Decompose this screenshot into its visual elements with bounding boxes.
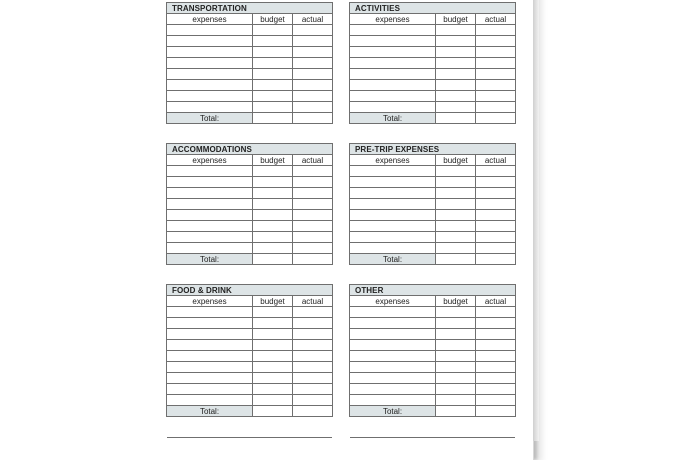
budget-cell[interactable] bbox=[436, 232, 476, 243]
pre-trip-expenses-table bbox=[349, 143, 516, 265]
budget-cell[interactable] bbox=[253, 69, 293, 80]
table-title: ACCOMMODATIONS bbox=[167, 144, 333, 155]
budget-cell[interactable] bbox=[436, 395, 476, 406]
expense-cell[interactable] bbox=[350, 362, 436, 373]
budget-cell[interactable] bbox=[253, 318, 293, 329]
total-label: Total: bbox=[167, 113, 253, 124]
expense-cell[interactable] bbox=[350, 232, 436, 243]
actual-header: actual bbox=[476, 155, 516, 166]
actual-cell[interactable] bbox=[476, 384, 516, 395]
table-row bbox=[350, 351, 516, 362]
actual-cell[interactable] bbox=[476, 362, 516, 373]
budget-cell[interactable] bbox=[436, 36, 476, 47]
table-row bbox=[167, 36, 333, 47]
actual-cell[interactable] bbox=[293, 58, 333, 69]
budget-cell[interactable] bbox=[253, 80, 293, 91]
actual-header: actual bbox=[293, 14, 333, 25]
budget-cell[interactable] bbox=[253, 188, 293, 199]
total-row bbox=[167, 113, 333, 124]
actual-header: actual bbox=[476, 14, 516, 25]
total-label: Total: bbox=[350, 113, 436, 124]
budget-header: budget bbox=[436, 14, 476, 25]
table-row bbox=[350, 329, 516, 340]
actual-cell[interactable] bbox=[476, 199, 516, 210]
budget-cell[interactable] bbox=[253, 351, 293, 362]
table-row bbox=[350, 210, 516, 221]
expense-cell[interactable] bbox=[350, 340, 436, 351]
expense-cell[interactable] bbox=[350, 210, 436, 221]
actual-cell[interactable] bbox=[476, 243, 516, 254]
expense-cell[interactable] bbox=[350, 102, 436, 113]
table-row bbox=[350, 373, 516, 384]
expense-cell[interactable] bbox=[167, 177, 253, 188]
expenses-header: expenses bbox=[350, 14, 436, 25]
actual-cell[interactable] bbox=[293, 351, 333, 362]
total-row bbox=[350, 113, 516, 124]
expense-cell[interactable] bbox=[167, 318, 253, 329]
expense-cell[interactable] bbox=[167, 199, 253, 210]
actual-cell[interactable] bbox=[293, 210, 333, 221]
table-row bbox=[350, 221, 516, 232]
expense-cell[interactable] bbox=[167, 340, 253, 351]
budget-cell[interactable] bbox=[436, 166, 476, 177]
expense-cell[interactable] bbox=[167, 166, 253, 177]
budget-cell[interactable] bbox=[253, 329, 293, 340]
budget-cell[interactable] bbox=[253, 166, 293, 177]
budget-cell[interactable] bbox=[253, 36, 293, 47]
expenses-header: expenses bbox=[167, 296, 253, 307]
table-row bbox=[350, 243, 516, 254]
expense-cell[interactable] bbox=[167, 307, 253, 318]
expense-cell[interactable] bbox=[350, 58, 436, 69]
budget-cell[interactable] bbox=[436, 210, 476, 221]
table-row bbox=[167, 243, 333, 254]
actual-cell[interactable] bbox=[476, 329, 516, 340]
actual-cell[interactable] bbox=[293, 362, 333, 373]
actual-cell[interactable] bbox=[293, 188, 333, 199]
budget-cell[interactable] bbox=[253, 199, 293, 210]
budget-cell[interactable] bbox=[253, 395, 293, 406]
table-row bbox=[350, 47, 516, 58]
table-row bbox=[167, 232, 333, 243]
table-row bbox=[350, 307, 516, 318]
table-row bbox=[350, 362, 516, 373]
expense-cell[interactable] bbox=[167, 36, 253, 47]
table-row bbox=[167, 318, 333, 329]
table-row bbox=[350, 340, 516, 351]
total-row bbox=[350, 254, 516, 265]
table-row bbox=[167, 221, 333, 232]
actual-total-cell[interactable] bbox=[476, 113, 516, 124]
expense-cell[interactable] bbox=[167, 221, 253, 232]
actual-cell[interactable] bbox=[476, 340, 516, 351]
expense-cell[interactable] bbox=[167, 373, 253, 384]
actual-cell[interactable] bbox=[293, 69, 333, 80]
expense-cell[interactable] bbox=[350, 199, 436, 210]
expense-cell[interactable] bbox=[350, 351, 436, 362]
budget-cell[interactable] bbox=[436, 25, 476, 36]
budget-cell[interactable] bbox=[436, 102, 476, 113]
accommodations-table bbox=[166, 143, 333, 265]
budget-cell[interactable] bbox=[436, 177, 476, 188]
expense-cell[interactable] bbox=[167, 362, 253, 373]
budget-header: budget bbox=[253, 296, 293, 307]
table-row bbox=[167, 47, 333, 58]
table-row bbox=[167, 58, 333, 69]
budget-cell[interactable] bbox=[253, 373, 293, 384]
actual-cell[interactable] bbox=[293, 91, 333, 102]
actual-cell[interactable] bbox=[293, 25, 333, 36]
actual-cell[interactable] bbox=[476, 307, 516, 318]
table-title: OTHER bbox=[350, 285, 516, 296]
table-row bbox=[167, 91, 333, 102]
actual-cell[interactable] bbox=[476, 91, 516, 102]
actual-header: actual bbox=[293, 155, 333, 166]
actual-cell[interactable] bbox=[476, 166, 516, 177]
expense-cell[interactable] bbox=[350, 69, 436, 80]
expense-cell[interactable] bbox=[350, 25, 436, 36]
actual-cell[interactable] bbox=[293, 373, 333, 384]
budget-total-cell[interactable] bbox=[436, 406, 476, 417]
budget-cell[interactable] bbox=[253, 221, 293, 232]
actual-cell[interactable] bbox=[476, 232, 516, 243]
expense-cell[interactable] bbox=[350, 80, 436, 91]
table-row bbox=[167, 384, 333, 395]
actual-cell[interactable] bbox=[476, 221, 516, 232]
budget-cell[interactable] bbox=[436, 362, 476, 373]
table-row bbox=[350, 166, 516, 177]
actual-cell[interactable] bbox=[476, 188, 516, 199]
table-row bbox=[167, 329, 333, 340]
table-row bbox=[167, 362, 333, 373]
food-and-drink-table bbox=[166, 284, 333, 417]
expense-cell[interactable] bbox=[350, 329, 436, 340]
actual-header: actual bbox=[293, 296, 333, 307]
actual-total-cell[interactable] bbox=[476, 254, 516, 265]
expense-cell[interactable] bbox=[350, 395, 436, 406]
expenses-header: expenses bbox=[350, 296, 436, 307]
table-row bbox=[350, 25, 516, 36]
actual-cell[interactable] bbox=[476, 373, 516, 384]
actual-cell[interactable] bbox=[293, 232, 333, 243]
table-row bbox=[167, 307, 333, 318]
expense-cell[interactable] bbox=[167, 188, 253, 199]
table-row bbox=[350, 199, 516, 210]
actual-total-cell[interactable] bbox=[293, 113, 333, 124]
page-edge-shadow bbox=[533, 0, 539, 441]
budget-cell[interactable] bbox=[436, 58, 476, 69]
budget-total-cell[interactable] bbox=[253, 254, 293, 265]
expense-cell[interactable] bbox=[167, 329, 253, 340]
budget-cell[interactable] bbox=[253, 362, 293, 373]
expense-cell[interactable] bbox=[167, 80, 253, 91]
actual-cell[interactable] bbox=[293, 395, 333, 406]
table-title: PRE-TRIP EXPENSES bbox=[350, 144, 516, 155]
budget-cell[interactable] bbox=[253, 340, 293, 351]
expense-cell[interactable] bbox=[167, 395, 253, 406]
table-row bbox=[167, 69, 333, 80]
expenses-header: expenses bbox=[167, 14, 253, 25]
expense-cell[interactable] bbox=[167, 47, 253, 58]
actual-cell[interactable] bbox=[476, 318, 516, 329]
table-row bbox=[350, 232, 516, 243]
actual-cell[interactable] bbox=[293, 80, 333, 91]
table-row bbox=[350, 177, 516, 188]
budget-cell[interactable] bbox=[436, 329, 476, 340]
actual-cell[interactable] bbox=[293, 307, 333, 318]
actual-cell[interactable] bbox=[293, 199, 333, 210]
expenses-header: expenses bbox=[350, 155, 436, 166]
total-label: Total: bbox=[167, 254, 253, 265]
table-row bbox=[350, 318, 516, 329]
budget-total-cell[interactable] bbox=[253, 406, 293, 417]
table-row bbox=[350, 188, 516, 199]
total-row bbox=[167, 406, 333, 417]
table-row bbox=[350, 58, 516, 69]
expense-cell[interactable] bbox=[167, 91, 253, 102]
table-row bbox=[350, 395, 516, 406]
budget-cell[interactable] bbox=[253, 58, 293, 69]
other-table bbox=[349, 284, 516, 417]
table-row bbox=[167, 210, 333, 221]
table-row bbox=[167, 373, 333, 384]
table-row bbox=[167, 199, 333, 210]
table-title: ACTIVITIES bbox=[350, 3, 516, 14]
budget-cell[interactable] bbox=[436, 69, 476, 80]
table-row bbox=[167, 80, 333, 91]
expense-cell[interactable] bbox=[167, 69, 253, 80]
budget-total-cell[interactable] bbox=[253, 113, 293, 124]
actual-cell[interactable] bbox=[476, 210, 516, 221]
budget-cell[interactable] bbox=[436, 199, 476, 210]
table-title: TRANSPORTATION bbox=[167, 3, 333, 14]
expenses-header: expenses bbox=[167, 155, 253, 166]
actual-cell[interactable] bbox=[293, 166, 333, 177]
table-row bbox=[350, 91, 516, 102]
budget-cell[interactable] bbox=[253, 384, 293, 395]
expense-cell[interactable] bbox=[167, 58, 253, 69]
expense-cell[interactable] bbox=[350, 307, 436, 318]
budget-cell[interactable] bbox=[436, 318, 476, 329]
actual-cell[interactable] bbox=[476, 69, 516, 80]
total-row bbox=[167, 254, 333, 265]
budget-cell[interactable] bbox=[436, 47, 476, 58]
budget-cell[interactable] bbox=[253, 177, 293, 188]
actual-cell[interactable] bbox=[476, 25, 516, 36]
budget-header: budget bbox=[253, 155, 293, 166]
actual-cell[interactable] bbox=[293, 36, 333, 47]
actual-cell[interactable] bbox=[476, 177, 516, 188]
expense-cell[interactable] bbox=[167, 351, 253, 362]
actual-cell[interactable] bbox=[476, 58, 516, 69]
budget-cell[interactable] bbox=[436, 243, 476, 254]
actual-cell[interactable] bbox=[476, 47, 516, 58]
budget-cell[interactable] bbox=[253, 243, 293, 254]
budget-total-cell[interactable] bbox=[436, 254, 476, 265]
table-row bbox=[167, 25, 333, 36]
table-row bbox=[167, 188, 333, 199]
budget-cell[interactable] bbox=[436, 340, 476, 351]
table-row bbox=[167, 102, 333, 113]
total-label: Total: bbox=[167, 406, 253, 417]
table-title: FOOD & DRINK bbox=[167, 285, 333, 296]
actual-cell[interactable] bbox=[476, 351, 516, 362]
actual-cell[interactable] bbox=[476, 395, 516, 406]
budget-total-cell[interactable] bbox=[436, 113, 476, 124]
budget-cell[interactable] bbox=[436, 307, 476, 318]
table-row bbox=[167, 177, 333, 188]
budget-cell[interactable] bbox=[253, 210, 293, 221]
budget-cell[interactable] bbox=[436, 384, 476, 395]
actual-cell[interactable] bbox=[293, 221, 333, 232]
budget-cell[interactable] bbox=[253, 25, 293, 36]
expense-cell[interactable] bbox=[167, 243, 253, 254]
budget-cell[interactable] bbox=[436, 188, 476, 199]
expense-cell[interactable] bbox=[350, 188, 436, 199]
actual-header: actual bbox=[476, 296, 516, 307]
budget-cell[interactable] bbox=[436, 221, 476, 232]
budget-cell[interactable] bbox=[253, 232, 293, 243]
table-row bbox=[350, 102, 516, 113]
budget-cell[interactable] bbox=[253, 91, 293, 102]
table-row bbox=[167, 351, 333, 362]
expense-cell[interactable] bbox=[350, 47, 436, 58]
expense-cell[interactable] bbox=[350, 384, 436, 395]
expense-cell[interactable] bbox=[167, 384, 253, 395]
actual-cell[interactable] bbox=[293, 329, 333, 340]
expense-cell[interactable] bbox=[167, 210, 253, 221]
total-row bbox=[350, 406, 516, 417]
actual-cell[interactable] bbox=[293, 384, 333, 395]
actual-cell[interactable] bbox=[476, 80, 516, 91]
actual-cell[interactable] bbox=[293, 318, 333, 329]
total-label: Total: bbox=[350, 406, 436, 417]
actual-cell[interactable] bbox=[293, 243, 333, 254]
actual-cell[interactable] bbox=[293, 102, 333, 113]
expense-cell[interactable] bbox=[350, 166, 436, 177]
expense-cell[interactable] bbox=[167, 25, 253, 36]
table-row bbox=[350, 80, 516, 91]
transportation-table bbox=[166, 2, 333, 124]
actual-cell[interactable] bbox=[293, 177, 333, 188]
table-row bbox=[350, 384, 516, 395]
table-row bbox=[350, 69, 516, 80]
expense-cell[interactable] bbox=[350, 318, 436, 329]
actual-cell[interactable] bbox=[293, 47, 333, 58]
total-label: Total: bbox=[350, 254, 436, 265]
budget-header: budget bbox=[436, 296, 476, 307]
activities-table bbox=[349, 2, 516, 124]
actual-cell[interactable] bbox=[476, 102, 516, 113]
expense-cell[interactable] bbox=[167, 102, 253, 113]
budget-cell[interactable] bbox=[253, 307, 293, 318]
expense-cell[interactable] bbox=[350, 221, 436, 232]
budget-cell[interactable] bbox=[436, 351, 476, 362]
actual-cell[interactable] bbox=[476, 36, 516, 47]
actual-total-cell[interactable] bbox=[476, 406, 516, 417]
expense-cell[interactable] bbox=[167, 232, 253, 243]
budget-cell[interactable] bbox=[436, 80, 476, 91]
table-row bbox=[350, 36, 516, 47]
budget-header: budget bbox=[436, 155, 476, 166]
expense-cell[interactable] bbox=[350, 91, 436, 102]
budget-header: budget bbox=[253, 14, 293, 25]
expense-cell[interactable] bbox=[350, 36, 436, 47]
actual-total-cell[interactable] bbox=[293, 406, 333, 417]
expense-cell[interactable] bbox=[350, 177, 436, 188]
budget-cell[interactable] bbox=[253, 47, 293, 58]
table-row bbox=[167, 340, 333, 351]
table-row bbox=[167, 395, 333, 406]
budget-cell[interactable] bbox=[436, 91, 476, 102]
budget-cell[interactable] bbox=[253, 102, 293, 113]
actual-cell[interactable] bbox=[293, 340, 333, 351]
actual-total-cell[interactable] bbox=[293, 254, 333, 265]
budget-cell[interactable] bbox=[436, 373, 476, 384]
expense-cell[interactable] bbox=[350, 373, 436, 384]
expense-cell[interactable] bbox=[350, 243, 436, 254]
table-row bbox=[167, 166, 333, 177]
